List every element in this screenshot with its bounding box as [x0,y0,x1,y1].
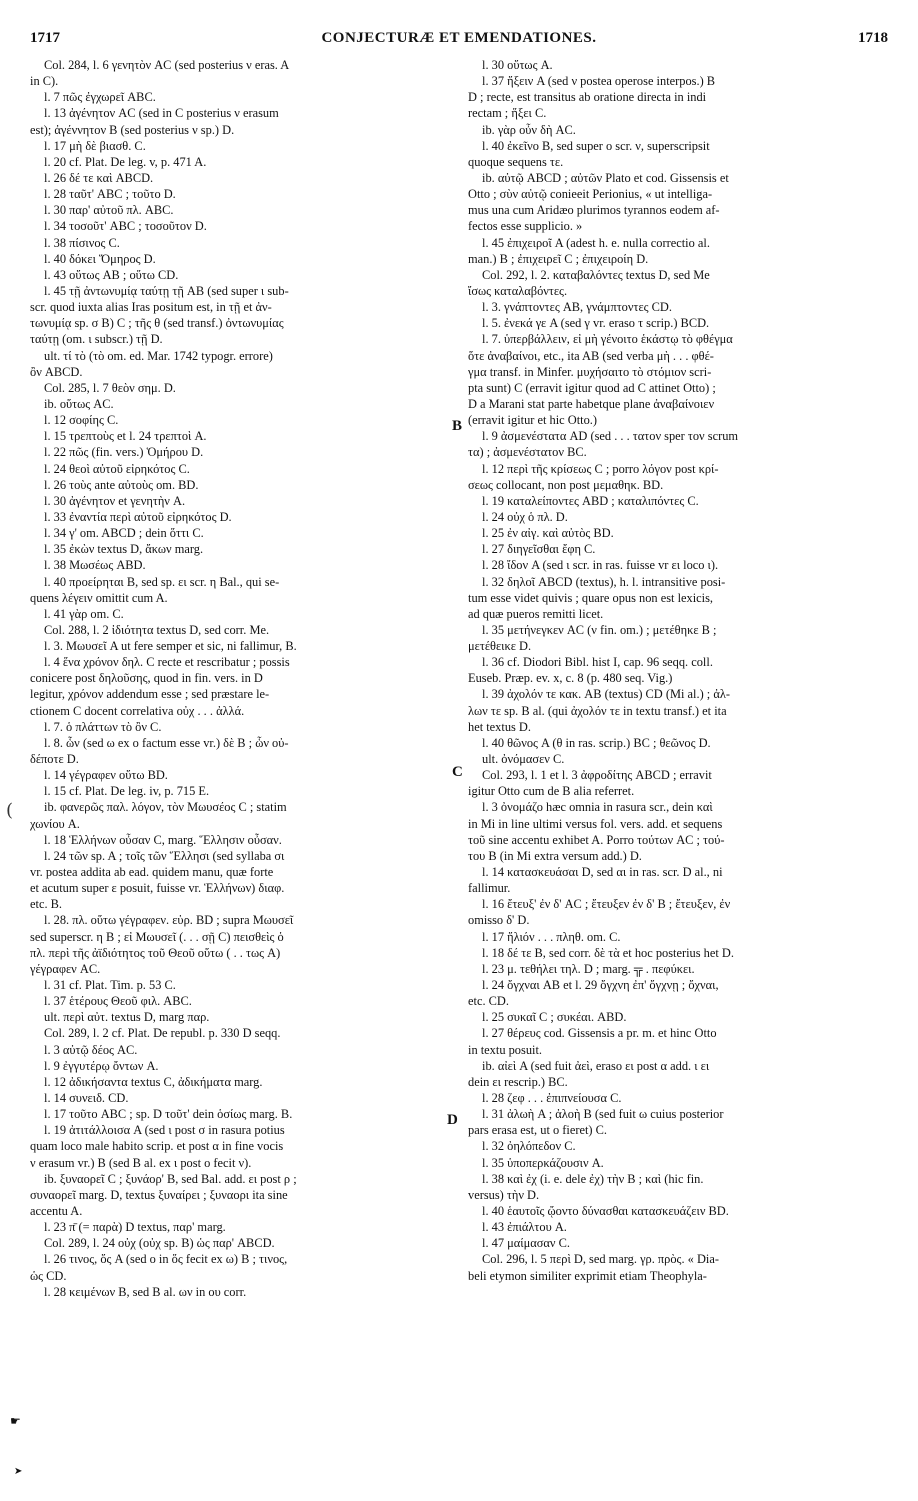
left-column-line: l. 26 τινος, ὅς A (sed ο in ὅς fecit ex ω) B ; τινος, [44,1252,288,1267]
left-column-line: l. 28 κειμένων B, sed B al. ων in ου corr. [44,1284,247,1299]
left-column-line: ν erasum vr.) B (sed B al. ex ι post ο fecit ν). [30,1155,252,1170]
right-column-line: l. 28 ζεφ . . . ἐπιπνείουσα C. [482,1091,622,1105]
right-column-line: l. 27 θέρευς cod. Gissensis a pr. m. et hinc Otto [482,1026,717,1041]
left-column-line: l. 19 ἀτιτάλλοισα A (sed ι post σ in rasura potius [44,1123,285,1138]
right-column-line: σεως collocant, non post μεμαθηκ. BD. [468,477,664,492]
left-column-line: Col. 289, l. 2 cf. Plat. De republ. p. 330 D seqq. [44,1026,281,1041]
right-column-line: in Mi in line ultimi versus fol. vers. add. et sequens [468,816,723,831]
left-column-line: l. 30 παρ' αὐτοῦ πλ. ABC. [44,203,174,218]
right-column-line: omisso δ' D. [468,913,530,928]
right-column-line: l. 40 θῶνος A (θ in ras. scrip.) BC ; θεῶνος D. [482,735,711,750]
left-column-line: l. 35 ἐκὼν textus D, ἄκων marg. [44,542,204,557]
right-column-line: l. 18 δέ τε B, sed corr. δὲ τὰ et hoc posterius het D. [482,945,734,960]
right-column-line: τα) ; ἀσμενέστατον BC. [468,445,587,460]
right-column-line: l. 31 ἀλωὴ A ; ἀλοὴ B (sed fuit ω cuius posterior [482,1107,724,1122]
section-marker-c: C [452,764,463,780]
left-column-line: l. 37 ἑτέρους Θεοῦ φιλ. ABC. [44,994,192,1009]
right-column-line: l. 27 διηγεῖσθαι ἔφη C. [482,542,596,557]
left-column-line: l. 18 Ἑλλήνων οὖσαν C, marg. Ἕλλησιν οὖσαν. [44,832,282,847]
left-column-line: δέποτε D. [30,752,79,767]
right-column-line: l. 3 ὀνομάζο hæc omnia in rasura scr., dein καὶ [482,800,713,815]
right-column-line: Col. 292, l. 2. καταβαλόντες textus D, sed Me [482,267,710,282]
left-column-line: l. 12 σοφίης C. [44,413,119,428]
left-column-line: conicere post δηλοῦσης, quod in fin. vers. in D [30,671,263,686]
right-column-line: l. 25 συκαῖ C ; συκέαι. ABD. [482,1010,627,1025]
left-column-line: accentu A. [30,1203,83,1218]
left-column-line: l. 8. ὧν (sed ω ex ο factum esse vr.) δὲ B ; ὧν οὐ- [44,735,289,750]
right-column-line: ib. γὰρ οὖν δὴ AC. [482,122,576,137]
left-column-line: l. 38 πίσινος C. [44,235,120,250]
left-column-line: Col. 284, l. 6 γενητὸν AC (sed posterius ν eras. A [44,58,290,72]
right-column-line: l. 7. ὑπερβάλλειν, εἰ μὴ γένοιτο ἑκάστῳ τὸ φθέγμα [482,332,733,347]
left-column-line: ult. τί τὸ (τὸ om. ed. Mar. 1742 typogr. errore) [44,348,273,363]
left-column-line: l. 34 γ' om. ABCD ; dein ὅττι C. [44,526,204,541]
left-column-line: l. 14 συνειδ. CD. [44,1091,129,1105]
left-column-line: l. 30 ἀγένητον et γενητὴν A. [44,493,186,508]
right-column-line: l. 35 μετήνεγκεν AC (ν fin. om.) ; μετέθηκε B ; [482,622,717,637]
left-column-line: in C). [30,74,59,89]
right-column-line: Otto ; σὺν αὐτῷ conieeit Perionius, « ut intelliga- [468,187,713,202]
right-column-line: fectos esse supplicio. » [468,219,583,234]
right-column-line: igitur Otto cum de B alia referret. [468,784,635,799]
right-column-line: quoque sequens τε. [468,154,564,169]
left-column-line: etc. B. [30,897,62,912]
left-column-line: l. 4 ἕνα χρόνον δηλ. C recte et rescribatur ; possis [44,655,290,670]
left-column-line: l. 23 π̄ (= παρὰ) D textus, παρ' marg. [44,1220,226,1235]
right-column-line: l. 32 δηλοῖ ABCD (textus), h. l. intransitive posi- [482,574,726,589]
right-column-line: του B (in Mi extra versum add.) D. [468,848,642,863]
right-column-line: l. 9 ἀσμενέστατα AD (sed . . . τατον sper τον scrum [482,429,739,444]
left-column-line: l. 38 Μωσέως ABD. [44,558,146,573]
left-column-line: ib. οὕτως AC. [44,396,114,411]
right-column [468,57,888,1284]
right-column-line: l. 47 μαίμασαν C. [482,1236,570,1251]
right-column-line: pars erasa est, ut ο fieret) C. [468,1123,607,1138]
right-column-line: γμα transf. in Minfer. μυχήσαιτο τὸ στόμιον scri- [468,364,712,379]
left-column [30,57,450,1300]
running-title: CONJECTURÆ ET EMENDATIONES. [321,30,597,46]
left-column-line: l. 31 cf. Plat. Tim. p. 53 C. [44,978,176,993]
left-column-line: l. 15 τρεπτοὺς et l. 24 τρεπτοὶ A. [44,429,207,444]
right-column-line: ib. αἰεὶ A (sed fuit ἀεὶ, eraso ει post α add. ι ει [482,1058,710,1073]
page-number-left: 1717 [30,30,60,46]
left-column-line: ib. ξυναορεῖ C ; ξυνάορ' B, sed Bal. add. ει post ρ ; [44,1171,297,1186]
margin-paren-glyph: ( [6,800,14,821]
left-column-line: χωνίου A. [30,816,80,831]
left-column-line: l. 24 τῶν sp. A ; τοῖς τῶν Ἕλλησι (sed syllaba σι [44,848,285,863]
left-column-line: sed superscr. η B ; εἰ Μωυσεῖ (. . . σῇ C) πεισθεὶς ὁ [30,929,284,944]
left-column-line: l. 28 ταῦτ' ABC ; τοῦτο D. [44,187,176,202]
right-column-line: Col. 296, l. 5 περὶ D, sed marg. γρ. πρὸς. « Dia- [482,1252,719,1267]
right-column-line: l. 37 ἥξειν A (sed ν postea operose interpos.) B [482,74,716,89]
pointing-hand-icon: ☛ [10,1414,21,1428]
right-column-line: λων τε sp. B al. (qui ἀχολόν τε in textu transf.) et ita [468,703,727,718]
right-column-line: ib. αὐτῷ ABCD ; αὐτῶν Plato et cod. Gissensis et [482,170,729,185]
right-column-line: dein ει rescrip.) BC. [468,1074,568,1089]
left-column-line: l. 34 τοσοῦτ' ABC ; τοσοῦτον D. [44,219,207,234]
left-column-line: ὂν ABCD. [30,364,83,379]
right-column-line: l. 24 οὐχ ὁ πλ. D. [482,509,568,524]
right-column-line: Euseb. Præp. ev. x, c. 8 (p. 480 seq. Vig.) [468,671,673,686]
left-column-line: πλ. περὶ τῆς ἀϊδιότητος τοῦ Θεοῦ οὕτω ( . . τως A) [30,945,281,960]
left-column-line: l. 26 δέ τε καὶ ABCD. [44,170,154,185]
right-column-line: l. 40 ἐκεῖνο B, sed super ο scr. ν, superscripsit [482,138,710,153]
right-column-line: ἴσως καταλαβόντες. [468,283,568,298]
left-column-line: et acutum super ε posuit, fuisse vr. Ἑλλήνων) διαφ. [30,881,285,896]
right-column-line: l. 45 ἐπιχειροῖ A (adest h. e. nulla correctio al. [482,235,710,250]
left-column-line: Col. 289, l. 24 οὐχ (οὐχ sp. B) ὡς παρ' ABCD. [44,1236,275,1251]
right-column-line: l. 32 ὀηλόπεδον C. [482,1139,576,1154]
left-column-line: Col. 285, l. 7 θεὸν σημ. D. [44,380,176,395]
right-column-line: l. 30 οὕτως A. [482,58,553,72]
right-column-line: (erravit igitur et hic Otto.) [468,413,598,428]
right-column-line: l. 25 ἐν αἰγ. καὶ αὐτὸς BD. [482,526,614,541]
right-column-line: versus) τὴν D. [468,1187,540,1202]
left-column-line: l. 12 ἀδικήσαντα textus C, ἀδικήματα marg. [44,1074,263,1089]
right-column-line: ὅτε ἀναβαίνοι, etc., ita AB (sed verba μὴ . . . φθέ- [468,348,714,363]
left-column-line: l. 13 ἀγένητον AC (sed in C posterius ν erasum [44,106,279,121]
right-column-line: D a Marani stat parte habetque plane ἀναβαίνοιεν [468,396,715,411]
left-column-line: l. 7 πῶς ἐγχωρεῖ ABC. [44,90,156,105]
left-column-line: l. 40 προείρηται B, sed sp. ει scr. η Bal., qui se- [44,574,280,589]
right-column-line: man.) B ; ἐπιχειρεῖ C ; ἐπιχειροίη D. [468,251,649,266]
right-column-line: l. 40 ἑαυτοῖς ᾤοντο δύνασθαι κατασκευάζειν BD. [482,1203,729,1218]
section-marker-b: B [452,418,463,434]
right-column-line: l. 23 μ. τεθήλει τηλ. D ; marg. ╦ . πεφύκει. [482,961,695,976]
right-column-line: l. 24 ὄγχναι AB et l. 29 ὄγχνη ἐπ' ὄγχνῃ ; ὄχναι, [482,978,719,993]
left-column-line: συναορεῖ marg. D, textus ξυναίρει ; ξυναορι ita sine [30,1187,288,1202]
right-column-line: l. 5. ἐνεκά γε A (sed γ vr. eraso τ scrip.) BCD. [482,316,710,331]
left-column-line: quam loco male habito scrip. et post α in fine vocis [30,1139,284,1154]
right-column-line: l. 35 ὑποπερκάζουσιν A. [482,1155,604,1170]
left-column-line: quens λέγειν omittit cum A. [30,590,168,605]
page-header [30,30,888,50]
left-column-line: l. 26 τοὺς ante αὐτοὺς om. BD. [44,477,199,492]
right-column-line: het textus D. [468,719,531,734]
right-column-line: l. 28 ἴδον A (sed ι scr. in ras. fuisse vr ει loco ι). [482,558,719,573]
right-column-line: beli etymon similiter exprimit etiam Theophyla- [468,1268,707,1283]
right-column-line: etc. CD. [468,994,509,1009]
left-column-line: l. 9 ἐγγυτέρῳ ὄντων A. [44,1058,159,1073]
left-column-line: l. 17 τοῦτο ABC ; sp. D τοῦτ' dein ὁσίως marg. B. [44,1107,293,1122]
left-column-line: l. 14 γέγραφεν οὕτω BD. [44,768,168,783]
left-column-line: l. 41 γὰρ om. C. [44,606,124,621]
right-column-line: Col. 293, l. 1 et l. 3 ἀφροδίτης ABCD ; erravit [482,768,712,783]
right-column-line: l. 19 καταλείποντες ABD ; καταλιπόντες C. [482,493,699,508]
left-column-line: l. 3 αὐτῷ δέος AC. [44,1042,138,1057]
right-column-line: l. 38 καὶ ἐχ (i. e. dele ἐχ) τὴν B ; καὶ (hic fin. [482,1171,704,1186]
right-column-line: l. 14 κατασκευάσαι D, sed αι in ras. scr. D al., ni [482,865,723,880]
right-column-line: ult. ὀνόμασεν C. [482,752,565,767]
right-column-line: ad quæ pueros remitti licet. [468,606,604,621]
left-column-line: l. 20 cf. Plat. De leg. v, p. 471 A. [44,154,207,169]
left-column-line: scr. quod iuxta alias Iras positum est, in τῇ et ἀν- [30,300,272,315]
left-column-line: ib. φανερῶς παλ. λόγον, τὸν Μωυσέος C ; statim [44,800,287,815]
left-column-line: Col. 288, l. 2 ἰδιότητα textus D, sed corr. Me. [44,622,270,637]
page-number-right: 1718 [858,30,888,46]
right-column-line: μετέθεικε D. [468,639,532,654]
left-column-line: l. 7. ὁ πλάττων τὸ ὂν C. [44,719,162,734]
right-column-line: mus una cum Aridæo plurimos tyrannos eodem af- [468,203,720,218]
right-column-line: l. 3. γνάπτοντες AB, γνάμπτοντες CD. [482,300,672,315]
left-column-line: ὡς CD. [30,1268,67,1283]
left-column-line: l. 17 μὴ δὲ βιασθ. C. [44,138,146,153]
right-column-line: l. 43 ἐπιάλτου A. [482,1220,567,1235]
right-column-line: l. 39 ἀχολόν τε κακ. AB (textus) CD (Mi al.) ; ἀλ- [482,687,730,702]
left-column-line: l. 15 cf. Plat. De leg. iv, p. 715 E. [44,784,210,799]
left-column-line: l. 43 οὕτως AB ; οὕτω CD. [44,267,179,282]
right-column-line: l. 12 περὶ τῆς κρίσεως C ; porro λόγον post κρί- [482,461,719,476]
left-column-line: l. 33 ἐναντία περὶ αὐτοῦ εἰρηκότος D. [44,509,232,524]
section-marker-d: D [447,1112,458,1128]
right-column-line: rectam ; ἥξει C. [468,106,547,121]
left-column-line: vr. postea addita ab ead. quidem manu, quæ forte [30,865,274,880]
left-column-line: τωνυμίᾳ sp. σ B) C ; τῆς θ (sed transf.) ὀντωνυμίας [30,316,284,331]
left-column-line: γέγραφεν AC. [30,961,101,976]
right-column-line: pta sunt) C (erravit igitur quod ad C attinet Otto) ; [468,380,716,395]
right-column-line: τοῦ sine accentu exhibet A. Porro τούτων AC ; τού- [468,832,725,847]
left-column-line: l. 28. πλ. οὕτω γέγραφεν. εὑρ. BD ; supra Μωυσεῖ [44,913,294,928]
left-column-line: l. 22 πῶς (fin. vers.) Ὁμήρου D. [44,445,204,460]
left-column-line: est); ἀγέννητον B (sed posterius ν sp.) D. [30,122,235,137]
right-column-line: tum esse videt quivis ; quare opus non est lexicis, [468,590,714,605]
left-column-line: legitur, χρόνον addendum esse ; sed præstare le- [30,687,270,702]
left-column-line: ctionem C docent correlativa οὐχ . . . ἀλλά. [30,703,245,718]
right-column-line: D ; recte, est transitus ab oratione directa in indi [468,90,707,105]
left-column-line: ult. περὶ αὐτ. textus D, marg παρ. [44,1010,210,1025]
left-column-line: ταύτῃ (om. ι subscr.) τῇ D. [30,332,163,347]
right-column-line: in textu posuit. [468,1042,542,1057]
left-column-line: l. 40 δόκει Ὅμηρος D. [44,251,156,266]
margin-arrow-icon: ➤ [14,1466,23,1477]
right-column-line: l. 16 ἔτευξ' ἐν δ' AC ; ἔτευξεν ἐν δ' B ; ἔτευξεν, ἐν [482,897,731,912]
right-column-line: l. 17 ἥλιόν . . . πληθ. om. C. [482,929,621,944]
left-column-line: l. 3. Μωυσεῖ A ut fere semper et sic, ni fallimur, B. [44,639,297,654]
left-column-line: l. 45 τῇ ἀντωνυμίᾳ ταύτῃ τῇ AB (sed super ι sub- [44,283,289,298]
right-column-line: l. 36 cf. Diodori Bibl. hist I, cap. 96 seqq. coll. [482,655,713,670]
left-column-line: l. 24 θεοὶ αὐτοῦ εἰρηκότος C. [44,461,190,476]
right-column-line: fallimur. [468,881,511,896]
